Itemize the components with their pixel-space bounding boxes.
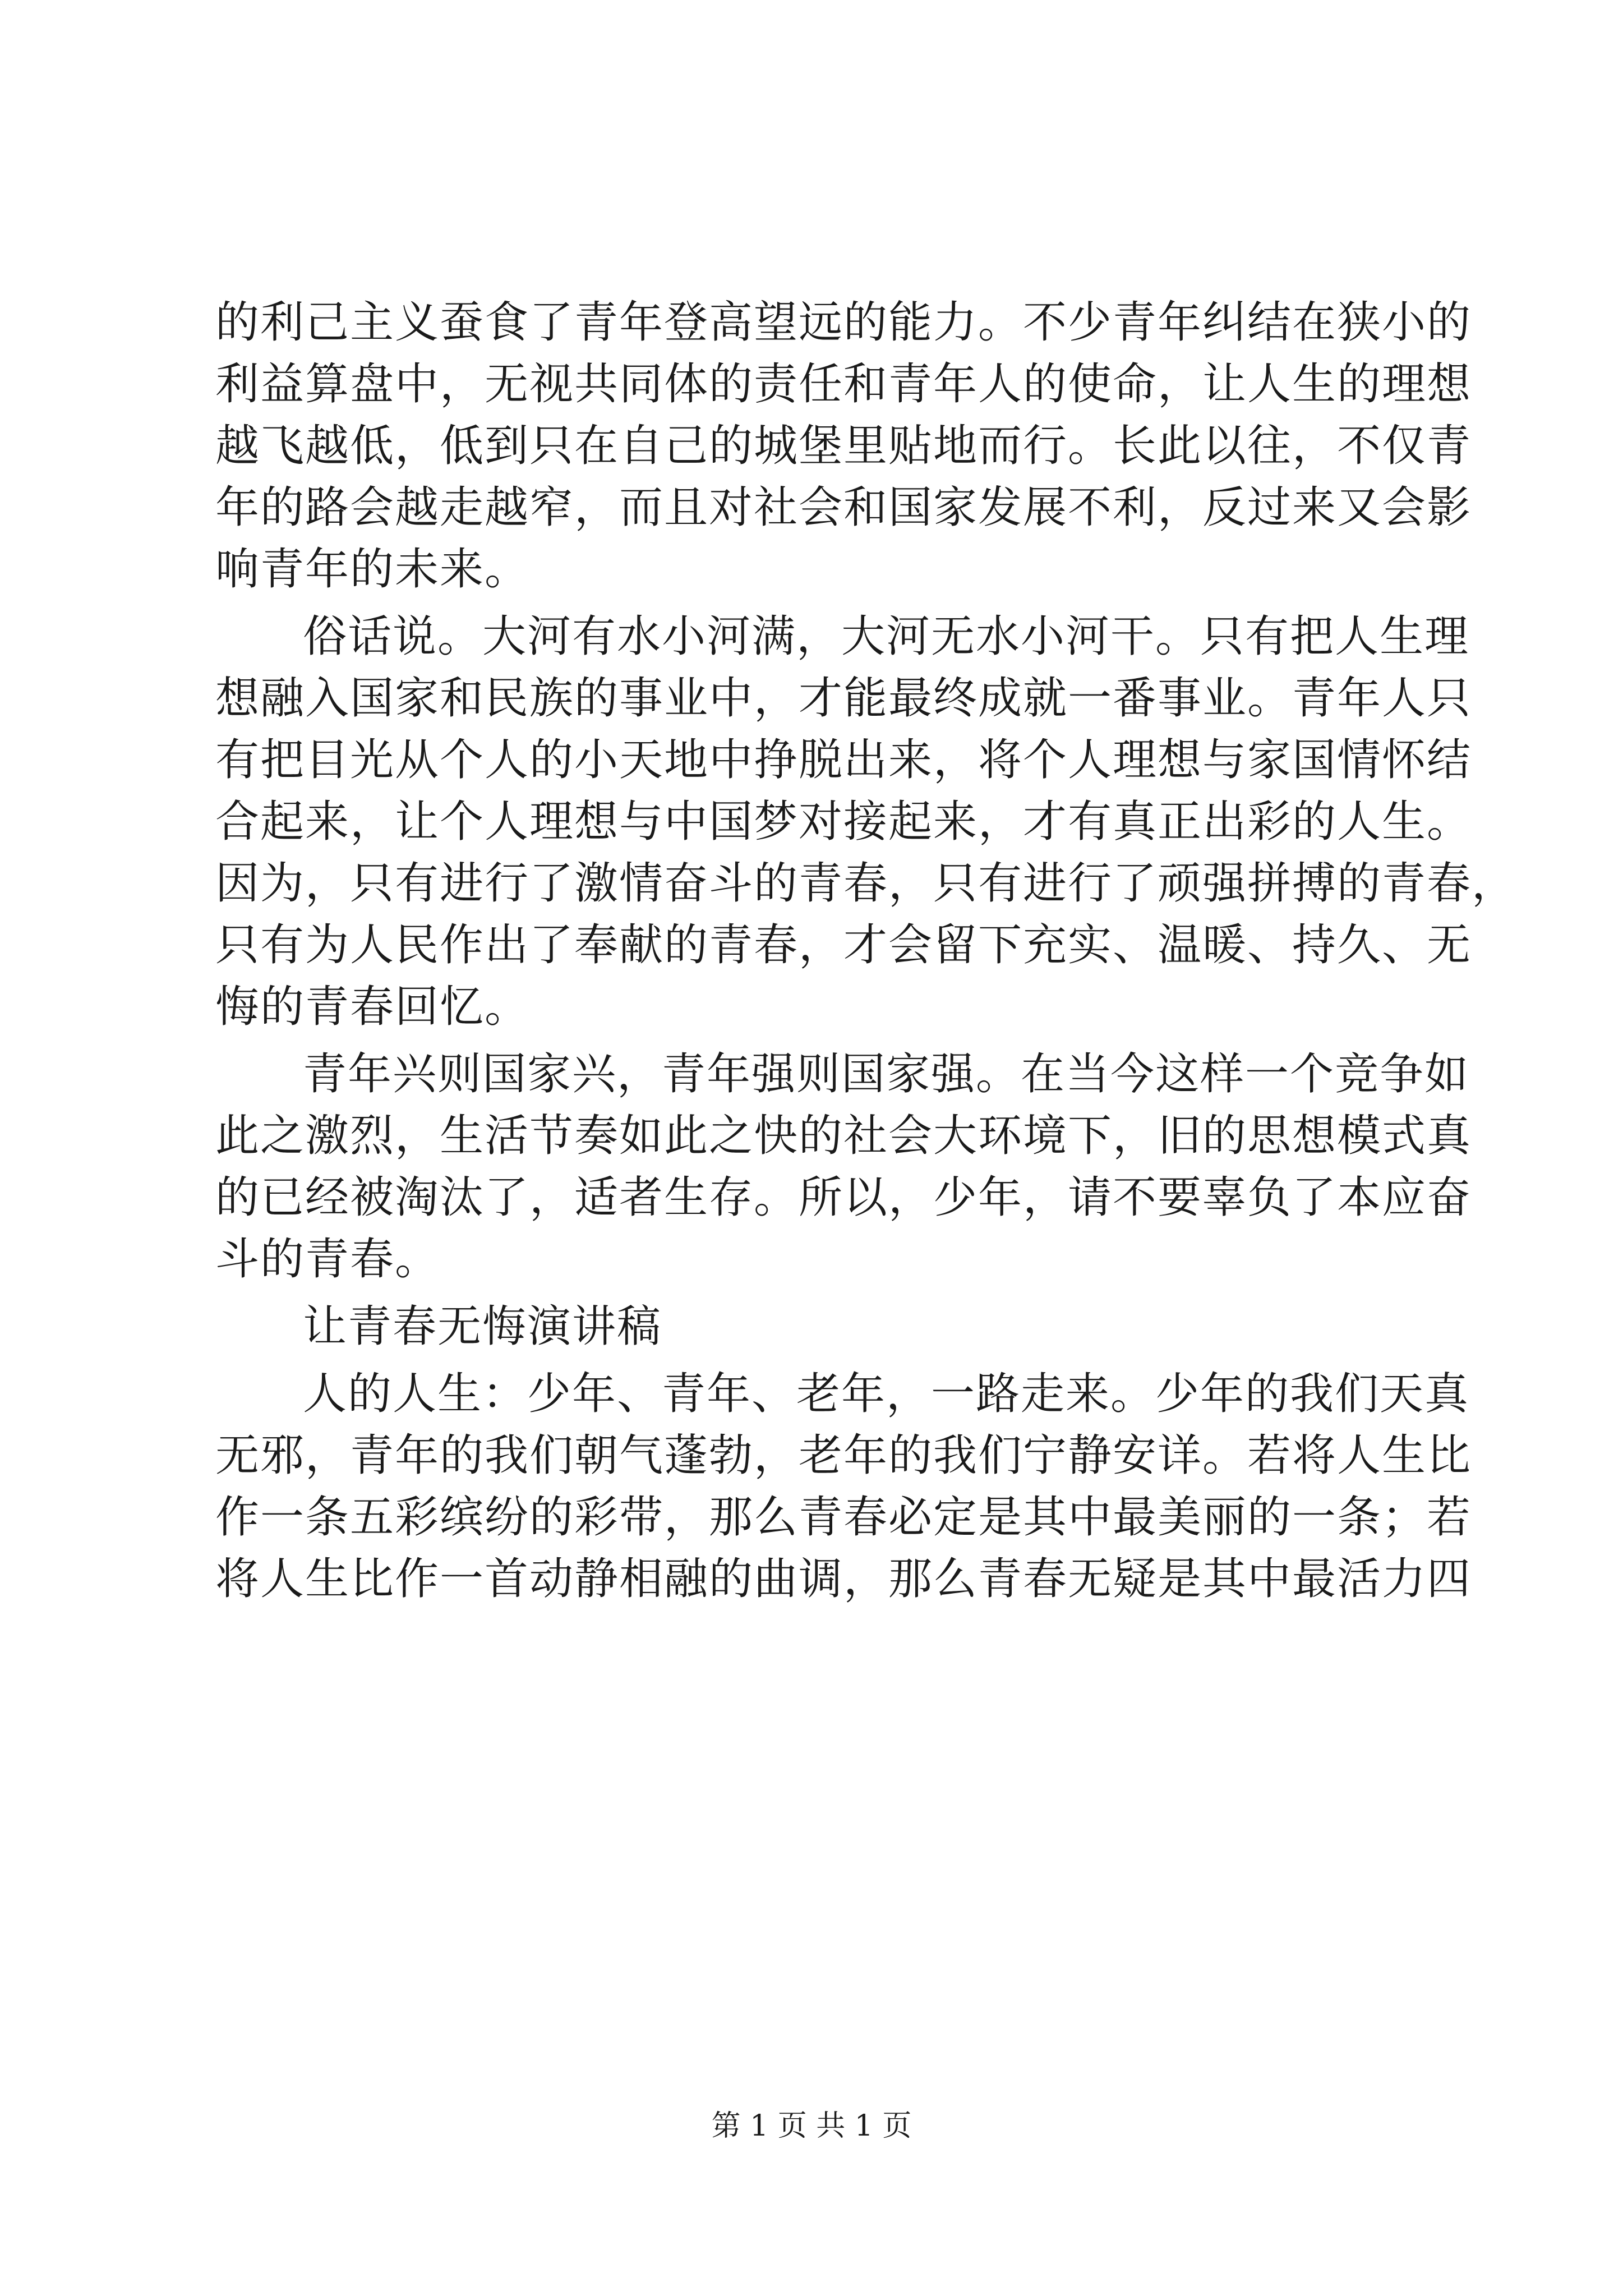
text-line: 因为，只有进行了激情奋斗的青春，只有进行了顽强拼搏的青春，: [215, 858, 1517, 909]
paragraph-first-line: 俗话说。大河有水小河满，大河无水小河干。只有把人生理: [303, 611, 1470, 662]
section-title: 让青春无悔演讲稿: [303, 1301, 662, 1352]
text-line: 无邪，青年的我们朝气蓬勃，老年的我们宁静安详。若将人生比: [215, 1430, 1472, 1481]
text-line: 此之激烈，生活节奏如此之快的社会大环境下，旧的思想模式真: [215, 1111, 1472, 1161]
text-line: 有把目光从个人的小天地中挣脱出来，将个人理想与家国情怀结: [215, 735, 1472, 785]
text-line: 斗的青春。: [215, 1234, 440, 1285]
text-line: 年的路会越走越窄，而且对社会和国家发展不利，反过来又会影: [215, 482, 1472, 533]
text-line: 悔的青春回忆。: [215, 982, 530, 1032]
text-line: 作一条五彩缤纷的彩带，那么青春必定是其中最美丽的一条；若: [215, 1492, 1472, 1543]
paragraph-first-line: 人的人生：少年、青年、老年，一路走来。少年的我们天真: [303, 1369, 1470, 1419]
paragraph-first-line: 青年兴则国家兴，青年强则国家强。在当今这样一个竞争如: [303, 1049, 1470, 1099]
text-line: 的利己主义蚕食了青年登高望远的能力。不少青年纠结在狭小的: [215, 297, 1472, 348]
text-line: 只有为人民作出了奉献的青春，才会留下充实、温暖、持久、无: [215, 920, 1472, 970]
text-line: 合起来，让个人理想与中国梦对接起来，才有真正出彩的人生。: [215, 797, 1472, 847]
text-line: 将人生比作一首动静相融的曲调，那么青春无疑是其中最活力四: [215, 1554, 1472, 1604]
page-footer: 第 1 页 共 1 页: [711, 2109, 912, 2143]
text-line: 的已经被淘汰了，适者生存。所以，少年，请不要辜负了本应奋: [215, 1172, 1472, 1223]
text-line: 响青年的未来。: [215, 544, 530, 595]
text-line: 利益算盘中，无视共同体的责任和青年人的使命，让人生的理想: [215, 359, 1472, 409]
text-line: 想融入国家和民族的事业中，才能最终成就一番事业。青年人只: [215, 673, 1472, 724]
text-line: 越飞越低，低到只在自己的城堡里贴地而行。长此以往，不仅青: [215, 421, 1472, 471]
